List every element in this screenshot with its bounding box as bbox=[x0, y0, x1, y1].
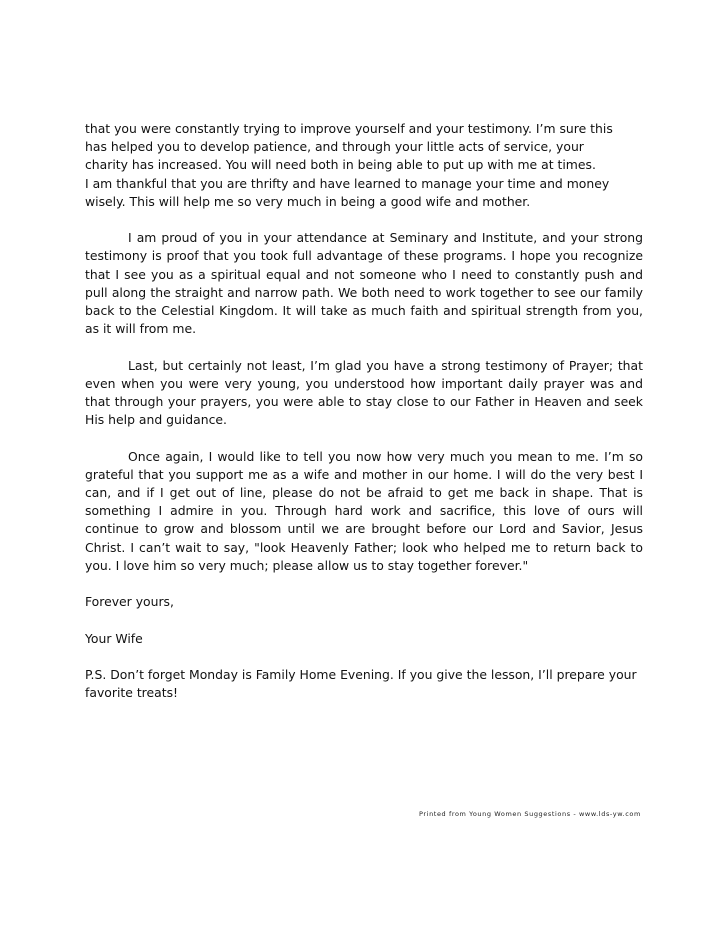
paragraph-3: Last, but certainly not least, I’m glad you have a strong testimony of Prayer; that even when you were very young, you understood how important daily prayer was and that through your prayers, you were able to stay close to our Father in Heaven and seek His help and guidance. bbox=[85, 357, 643, 428]
paragraph-1-line-3: charity has increased. You will need both in being able to put up with me at times. bbox=[85, 157, 596, 173]
postscript: P.S. Don’t forget Monday is Family Home Evening. If you give the lesson, I’ll prepare your favorite treats! bbox=[85, 667, 637, 701]
signature: Your Wife bbox=[85, 630, 143, 646]
paragraph-1-line-2: has helped you to develop patience, and through your little acts of service, your bbox=[85, 139, 584, 155]
paragraph-2: I am proud of you in your attendance at Seminary and Institute, and your strong testimony is proof that you took full advantage of these programs. I hope you recognize that I see you as a spiritual equal and not someone who I need to constantly push and pull along the straight and narrow path. We both need to work together to see our family back to the Celestial Kingdom. It will take as much faith and spiritual strength from you, as it will from me. bbox=[85, 230, 643, 337]
closing-line: Forever yours, bbox=[85, 594, 174, 610]
paragraph-4: Once again, I would like to tell you now how very much you mean to me. I’m so grateful that you support me as a wife and mother in our home. I will do the very best I can, and if I get out of line, please do not be afraid to get me back in shape. That is something I admire in you. Through hard work and sacrifice, this love of ours will continue to grow and blossom until we are brought before our Lord and Savior, Jesus Christ. I can’t wait to say, "look Heavenly Father; look who helped me to return back to you. I love him so very much; please allow us to stay together forever." bbox=[85, 448, 643, 573]
letter-body bbox=[85, 120, 643, 721]
paragraph-1-line-5: wisely. This will help me so very much in being a good wife and mother. bbox=[85, 193, 531, 209]
paragraph-1-line-1: that you were constantly trying to improve yourself and your testimony. I’m sure this bbox=[85, 121, 613, 136]
paragraph-1 bbox=[85, 120, 643, 211]
paragraph-1-line-4: I am thankful that you are thrifty and have learned to manage your time and money bbox=[85, 175, 610, 191]
footer-credit: Printed from Young Women Suggestions - www.lds-yw.com bbox=[419, 810, 641, 818]
